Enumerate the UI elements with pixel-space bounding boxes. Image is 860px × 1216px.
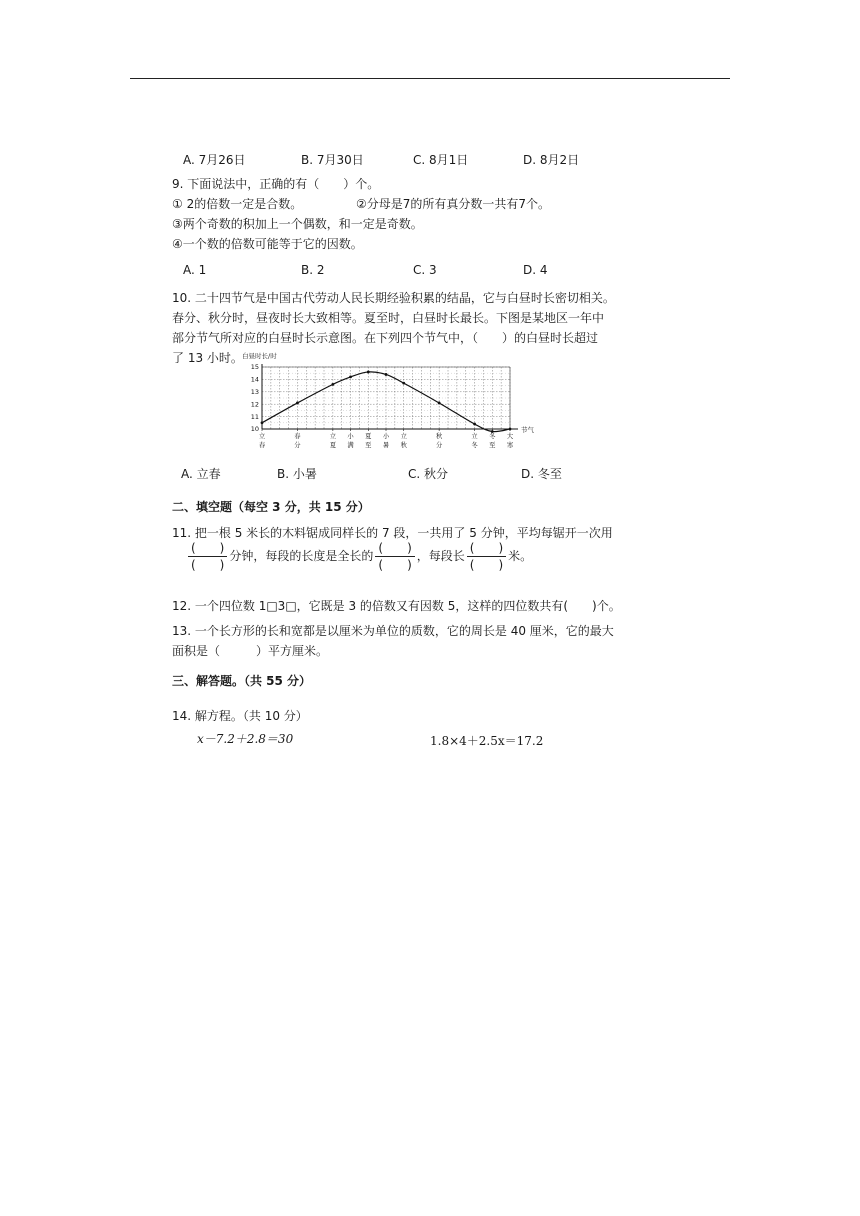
q11-fraction-2 — [375, 540, 414, 573]
q9-statement-4: ④一个数的倍数可能等于它的因数。 — [172, 237, 363, 251]
chart-xlabel: 节气 — [521, 426, 534, 434]
q9-option-a: A. 1 — [183, 263, 207, 277]
q8-option-b: B. 7月30日 — [301, 153, 364, 167]
data-point — [331, 383, 334, 386]
data-point — [491, 430, 494, 433]
chart-ylabel: 白昼时长/时 — [242, 352, 277, 360]
q11-text-2: ，每段长 — [416, 549, 465, 563]
data-point — [296, 402, 299, 405]
q11-line-2 — [186, 540, 532, 573]
data-point — [402, 382, 405, 385]
data-point — [367, 371, 370, 374]
q8-option-d: D. 8月2日 — [523, 153, 580, 167]
q11-blank-6[interactable]: ( ) — [469, 558, 504, 572]
q13-line-1: 13. 一个长方形的长和宽都是以厘米为单位的质数，它的周长是 40 厘米，它的最大 — [172, 624, 614, 638]
q11-text-3: 米。 — [508, 549, 533, 563]
q10-line-3: 部分节气所对应的白昼时长示意图。在下列四个节气中，（ ）的白昼时长超过 — [172, 331, 599, 345]
section-2-title: 二、填空题（每空 3 分，共 15 分） — [172, 500, 370, 514]
data-point — [385, 373, 388, 376]
q14-title: 14. 解方程。（共 10 分） — [172, 709, 308, 723]
x-tick-label: 大寒 — [506, 433, 514, 449]
q8-option-c: C. 8月1日 — [413, 153, 469, 167]
y-tick-label: 11 — [250, 412, 259, 421]
q11-text-1: 分钟，每段的长度是全长的 — [229, 549, 374, 563]
q11-blank-3[interactable]: ( ) — [375, 540, 414, 557]
q10-option-b: B. 小暑 — [277, 467, 317, 481]
q11-blank-4[interactable]: ( ) — [378, 558, 412, 572]
q14-equation-2: 1.8×4＋2.5x＝17.2 — [430, 734, 544, 748]
header-rule — [130, 78, 730, 79]
q9-option-b: B. 2 — [301, 263, 325, 277]
section-3-title: 三、解答题。（共 55 分） — [172, 674, 312, 688]
q10-line-4: 了 13 小时。 — [172, 351, 243, 365]
q11-blank-2[interactable]: ( ) — [191, 558, 225, 572]
q9-stem: 9. 下面说法中，正确的有（ ）个。 — [172, 177, 380, 191]
q11-blank-1[interactable]: ( ) — [188, 540, 227, 557]
data-point — [473, 423, 476, 426]
y-tick-label: 14 — [250, 375, 259, 384]
q11-blank-5[interactable]: ( ) — [467, 540, 506, 557]
y-tick-label: 10 — [250, 425, 259, 434]
q11-fraction-1 — [188, 540, 227, 573]
y-tick-label: 13 — [250, 388, 259, 396]
q14-equation-1: x－7.2＋2.8＝30 — [197, 732, 294, 746]
x-tick-label: 冬至 — [489, 433, 496, 449]
q11-fraction-3 — [467, 540, 506, 573]
y-tick-label: 15 — [250, 363, 259, 372]
data-point — [509, 428, 512, 431]
q9-option-c: C. 3 — [413, 263, 437, 277]
q10-option-d: D. 冬至 — [521, 467, 562, 481]
data-point — [349, 376, 352, 379]
x-tick-label: 秋分 — [435, 433, 443, 449]
q11-line-1: 11. 把一根 5 米长的木料锯成同样长的 7 段，一共用了 5 分钟，平均每锯开一次用 — [172, 526, 613, 540]
q9-statement-2: ②分母是7的所有真分数一共有7个。 — [356, 197, 551, 211]
daylight-line-chart — [238, 350, 538, 465]
q10-option-a: A. 立春 — [181, 467, 221, 481]
x-tick-label: 春分 — [294, 433, 301, 449]
x-tick-label: 小满 — [347, 433, 354, 449]
q10-option-c: C. 秋分 — [408, 467, 449, 481]
q12-text: 12. 一个四位数 1□3□，它既是 3 的倍数又有因数 5，这样的四位数共有( )个。 — [172, 599, 621, 613]
data-point — [261, 421, 264, 424]
q8-option-a: A. 7月26日 — [183, 153, 246, 167]
x-tick-label: 立夏 — [329, 433, 337, 449]
q13-line-2: 面积是（ ）平方厘米。 — [172, 644, 329, 658]
q10-line-1: 10. 二十四节气是中国古代劳动人民长期经验积累的结晶，它与白昼时长密切相关。 — [172, 291, 615, 305]
data-point — [438, 402, 441, 405]
x-tick-label: 立秋 — [400, 433, 407, 449]
q9-statement-3: ③两个奇数的积加上一个偶数，和一定是奇数。 — [172, 217, 423, 231]
q10-line-2: 春分、秋分时，昼夜时长大致相等。夏至时，白昼时长最长。下图是某地区一年中 — [172, 311, 605, 325]
x-tick-label: 小暑 — [382, 433, 390, 449]
x-tick-label: 立春 — [258, 433, 266, 449]
q9-option-d: D. 4 — [523, 263, 548, 277]
q9-statement-1: ① 2的倍数一定是合数。 — [172, 197, 303, 211]
x-tick-label: 立冬 — [471, 433, 478, 449]
y-tick-label: 12 — [250, 400, 259, 409]
x-tick-label: 夏至 — [365, 433, 372, 449]
